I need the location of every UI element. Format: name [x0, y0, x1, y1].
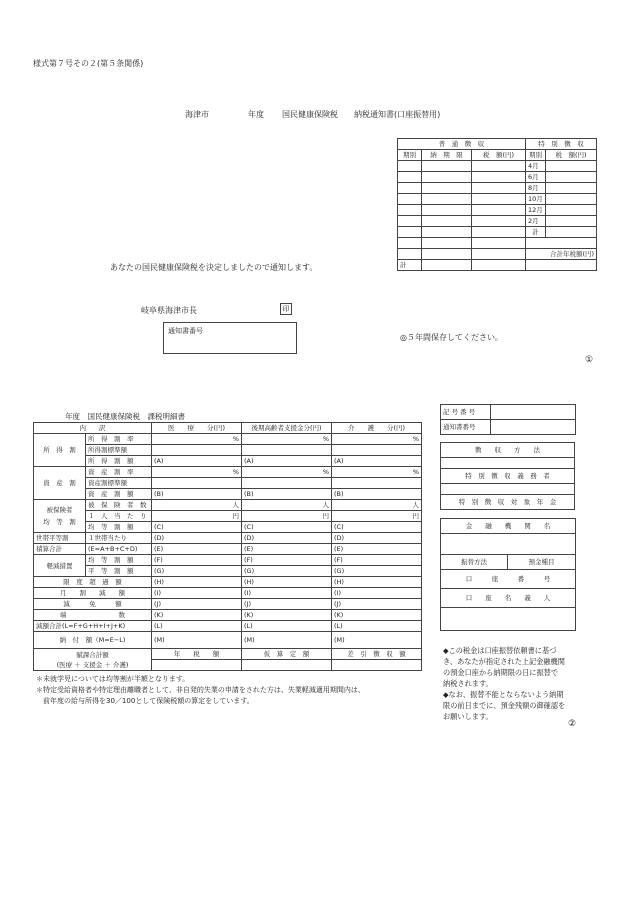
keep-note: ◎５年間保存してください。: [400, 333, 503, 342]
cell: (H): [332, 577, 422, 588]
cell: (M): [242, 632, 332, 649]
special-month: 8月: [526, 183, 546, 194]
summary-label-2: (医療 ＋ 支援金 ＋ 介護): [56, 660, 129, 669]
summary-col-provisional: 仮 算 定 額: [242, 649, 332, 660]
row-label: 所 得 割 率: [86, 434, 152, 445]
note-line: き、あなたが指定された上記金融機関: [443, 657, 565, 666]
row-label: 平 等 割 額: [86, 566, 152, 577]
year-label: 年度: [248, 110, 264, 119]
transfer-method: 振替方法: [441, 555, 508, 570]
col-period-special: 期別: [526, 150, 546, 161]
cell: (F): [332, 555, 422, 566]
notice-number-box: [163, 322, 297, 354]
group-subtotal: 積算合計: [34, 544, 86, 555]
cell: (M): [152, 632, 242, 649]
wide-row-label: 納 付 額（M=E−L): [34, 632, 152, 649]
account-number: 口 座 番 号: [441, 570, 576, 589]
cell: %: [332, 434, 422, 445]
row-label: 被 保 険 者 数: [86, 500, 152, 511]
group-per-capita: 被保険者 均 等 割: [34, 500, 86, 533]
summary-col-annual: 年 税 額: [152, 649, 242, 660]
cell: %: [242, 434, 332, 445]
cell: (D): [332, 533, 422, 544]
cell: (I): [152, 588, 242, 599]
cell: %: [242, 467, 332, 478]
row-label: １ 人 当 た り: [86, 511, 152, 522]
note-line: ◆なお、振替不能とならないよう納期: [443, 690, 564, 699]
cell: (C): [332, 522, 422, 533]
cell: (F): [242, 555, 332, 566]
cell: (E): [242, 544, 332, 555]
detail-head-medical: 医 療 分(円): [152, 423, 242, 434]
cell: 円: [332, 511, 422, 522]
cell: (B): [242, 489, 332, 500]
deposit-type: 預金種目: [508, 555, 576, 570]
footnote: 前年度の給与所得を30／100として保険税額の算定をしています。: [36, 697, 254, 705]
cell: (J): [152, 599, 242, 610]
cell: %: [152, 434, 242, 445]
summary-label: [34, 649, 152, 671]
special-month: 12月: [526, 205, 546, 216]
group-income: 所 得 割: [34, 434, 86, 467]
symbol-number-label: 記 号 番 号: [441, 405, 491, 420]
notice-number-label: 通知書番号: [168, 327, 203, 335]
special-month: 6月: [526, 172, 546, 183]
col-amount-special: 税 額(円): [546, 150, 597, 161]
row-label: 所得割標準額: [86, 445, 152, 456]
wide-row-label: 端 数: [34, 610, 152, 621]
col-due: 納 期 限: [422, 150, 472, 161]
cell: (C): [152, 522, 242, 533]
bank-table: [440, 518, 576, 631]
group-reduction: 軽減措置: [34, 555, 86, 577]
method-row: 特 別 徴 収 義 務 者: [441, 469, 575, 484]
footnote: ＊特定受給資格者や特定理由離職者として、非自発的失業の申請をされた方は、失業軽減適用期間内は、: [36, 686, 365, 694]
page-mark-1: ①: [585, 355, 594, 365]
cell: (J): [332, 599, 422, 610]
special-month: 4月: [526, 161, 546, 172]
wide-row-label: 減額合計(L=F+G+H+I+J+K): [34, 621, 152, 632]
page-mark-2: ②: [568, 719, 577, 729]
special-header: 特 別 徴 収: [526, 139, 597, 150]
detail-head-care: 介 護 分(円): [332, 423, 422, 434]
cell: 円: [242, 511, 332, 522]
cell: (L): [332, 621, 422, 632]
summary-label-1: 賦課合計額: [76, 650, 109, 659]
cell: (B): [152, 489, 242, 500]
note-line: 限の前日までに、預金残額の御確認を: [443, 701, 566, 710]
cell: (J): [242, 599, 332, 610]
cell: (I): [332, 588, 422, 599]
cell: (L): [242, 621, 332, 632]
cell: (C): [242, 522, 332, 533]
note-line: ◆この税金は口座振替依頼書に基づ: [443, 646, 557, 655]
cell: (A): [152, 456, 242, 467]
row-label: １世帯当たり: [86, 533, 152, 544]
row-label: 資 産 割 額: [86, 489, 152, 500]
cell: (D): [242, 533, 332, 544]
special-total: 計: [526, 227, 546, 238]
symbol-number-table: [440, 404, 576, 435]
cell: (E): [332, 544, 422, 555]
row-label: 均 等 割 額: [86, 522, 152, 533]
official-seal: 印: [280, 303, 292, 315]
cell: (I): [242, 588, 332, 599]
wide-row-label: 減 免 額: [34, 599, 152, 610]
summary-col-balance: 差 引 徴 収 額: [332, 649, 422, 660]
row-label: (E=A+B+C+D): [86, 544, 152, 555]
note-line: の預金口座から納期限の日に振替で: [443, 668, 559, 677]
method-row: 特 別 徴 収 対 象 年 金: [441, 495, 575, 510]
detail-title: 年度 国民健康保険税 課税明細書: [65, 412, 185, 421]
row-label: 所 得 割 額: [86, 456, 152, 467]
cell: (B): [332, 489, 422, 500]
cell: (E): [152, 544, 242, 555]
row-label: 均 等 割 額: [86, 555, 152, 566]
cell: (G): [152, 566, 242, 577]
cell: (L): [152, 621, 242, 632]
cell: 人: [332, 500, 422, 511]
group-asset: 資 産 割: [34, 467, 86, 500]
issuer: 岐阜県海津市長: [141, 306, 197, 315]
payment-table: [397, 138, 597, 271]
cell: (D): [152, 533, 242, 544]
account-holder: 口 座 名 義 人: [441, 589, 576, 608]
cell: 円: [152, 511, 242, 522]
cell: (G): [242, 566, 332, 577]
method-header: 徴 収 方 法: [441, 443, 575, 458]
method-table: [440, 442, 575, 510]
cell: 人: [152, 500, 242, 511]
special-total-label: 合計年税額(円): [526, 249, 597, 260]
special-month: 10月: [526, 194, 546, 205]
group-household: 世帯平等割: [34, 533, 86, 544]
note-line: 納税されます。: [443, 679, 493, 688]
cell: %: [152, 467, 242, 478]
col-amount: 税 額(円): [472, 150, 526, 161]
bank-header: 金 融 機 関 名: [441, 519, 576, 534]
cell: (H): [152, 577, 242, 588]
special-month: 2月: [526, 216, 546, 227]
notes: [443, 645, 565, 722]
wide-row-label: 限 度 超 過 額: [34, 577, 152, 588]
wide-row-label: 月 割 減 額: [34, 588, 152, 599]
cell: (G): [332, 566, 422, 577]
ordinary-header: 普 通 徴 収: [398, 139, 526, 150]
cell: 人: [242, 500, 332, 511]
col-period: 期別: [398, 150, 422, 161]
footnote: ＊未就学児については均等割が半額となります。: [36, 675, 190, 683]
city-name: 海津市: [185, 110, 209, 119]
cell: (H): [242, 577, 332, 588]
note-line: お願いします。: [443, 712, 493, 721]
cell: (A): [332, 456, 422, 467]
cell: (F): [152, 555, 242, 566]
form-id: 様式第７号その２(第５条関係): [33, 59, 144, 68]
page-title: 国民健康保険税 納税通知書(口座振替用): [282, 110, 441, 119]
row-label: 資 産 割 率: [86, 467, 152, 478]
detail-head-support: 後期高齢者支援金分(円): [242, 423, 332, 434]
notice-number-label-right: 通知書番号: [441, 420, 491, 435]
cell: (K): [152, 610, 242, 621]
notice-text: あなたの国民健康保険税を決定しましたので通知します。: [110, 263, 318, 272]
total-label: 計: [398, 260, 422, 271]
cell: (M): [332, 632, 422, 649]
cell: (A): [242, 456, 332, 467]
cell: %: [332, 467, 422, 478]
cell: (K): [332, 610, 422, 621]
detail-head-breakdown: 内 訳: [34, 423, 152, 434]
detail-table: [33, 422, 422, 671]
row-label: 資産割標準額: [86, 478, 152, 489]
cell: (K): [242, 610, 332, 621]
